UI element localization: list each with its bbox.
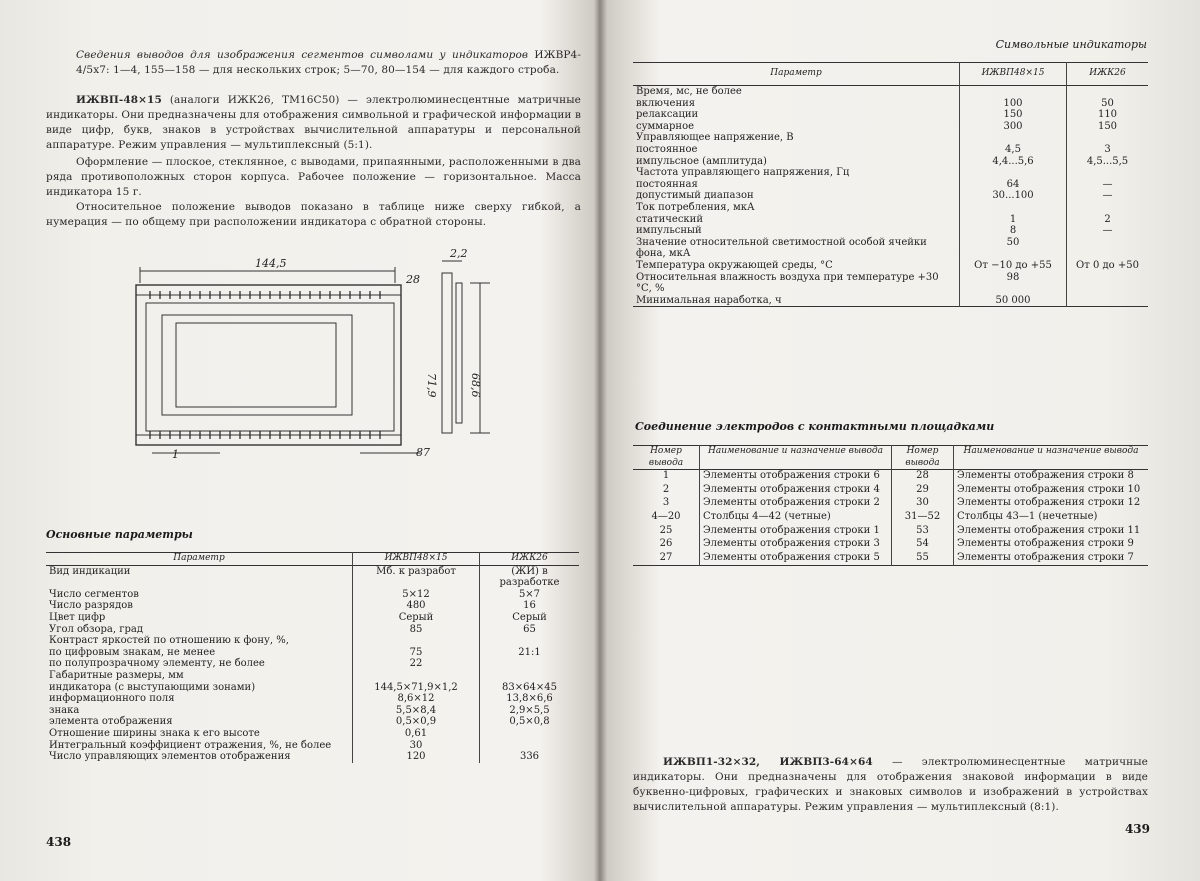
pins-row	[633, 511, 1148, 525]
params-cell: 0,5×0,9	[353, 716, 480, 728]
pins-cell: Столбцы 4—42 (четные)	[700, 511, 892, 525]
top-row	[633, 132, 1148, 144]
running-head: Символьные индикаторы	[995, 38, 1147, 51]
top-cell: Управляющее напряжение, В	[636, 132, 794, 144]
bottom-device-title: ИЖВП1-32×32, ИЖВП3-64×64	[663, 756, 873, 768]
params-row	[46, 565, 579, 589]
params-cell: Интегральный коэффициент отражения, %, не более	[49, 739, 332, 751]
params-cell: знака	[49, 704, 80, 716]
pins-cell: Элементы отображения строки 6	[700, 470, 892, 484]
params-row	[46, 693, 579, 705]
page-number-left: 438	[46, 835, 72, 849]
params-row	[46, 600, 579, 612]
pins-header-name1: Наименование и назначение вывода	[700, 446, 892, 470]
params-table-body	[46, 565, 579, 763]
pins-cell: 26	[659, 538, 673, 550]
pins-cell: Элементы отображения строки 4	[700, 484, 892, 498]
params-row	[46, 705, 579, 717]
top-cell: 4,5...5,5	[1067, 156, 1149, 168]
top-row	[633, 272, 1148, 295]
params-cell: 21:1	[480, 647, 580, 659]
top-cell: 4,4...5,6	[960, 156, 1067, 168]
pins-cell: Элементы отображения строки 9	[954, 538, 1149, 552]
params-cell: 0,5×0,8	[480, 716, 580, 728]
bottom-paragraph-text: — электролюминесцентные матричные индикаторы. Они предназначены для отображения знаковой информации в виде буквенно-цифровых, графических и знаковых символов и изображений в устройствах вычислительной аппаратуры. Режим управления — мультиплексный (8:1).	[633, 756, 1148, 813]
params-cell: 5,5×8,4	[353, 705, 480, 717]
top-cell: 50 000	[960, 295, 1067, 307]
top-cell	[960, 202, 1067, 214]
params-cell: по полупрозрачному элементу, не более	[49, 658, 265, 670]
pins-cell: 53	[892, 525, 954, 539]
pins-cell: 25	[659, 524, 673, 536]
params-cell: 65	[480, 624, 580, 636]
params-cell: Габаритные размеры, мм	[49, 669, 184, 681]
pins-cell: 2	[662, 483, 670, 495]
top-cell: 1	[960, 214, 1067, 226]
params-row	[46, 635, 579, 647]
top-cell	[960, 132, 1067, 144]
params-row	[46, 647, 579, 659]
top-row	[633, 156, 1148, 168]
top-header-col1: ИЖВП48×15	[960, 63, 1067, 86]
dim-bottom-offset: 87	[416, 446, 430, 459]
pins-cell: 31—52	[892, 511, 954, 525]
left-page	[30, 0, 585, 881]
top-cell: От 0 до +50	[1067, 260, 1149, 272]
params-cell: Серый	[480, 612, 580, 624]
top-row	[633, 98, 1148, 110]
top-cell	[1067, 132, 1149, 144]
params-row	[46, 728, 579, 740]
params-cell	[480, 728, 580, 740]
params-header-col2: ИЖК26	[480, 553, 580, 566]
params-cell	[480, 740, 580, 752]
intro-rest: ИЖВР4-4/5x7: 1—4, 155—158 — для нескольких строк; 5—70, 80—154 — для каждого строба.	[76, 49, 581, 76]
top-row	[633, 237, 1148, 260]
top-cell: 150	[960, 109, 1067, 121]
top-cell: 8	[960, 225, 1067, 237]
intro-italic: Сведения выводов для изображения сегментов символами у индикаторов	[76, 49, 529, 61]
top-row	[633, 167, 1148, 179]
params-table-continued	[633, 62, 1148, 307]
top-cell: постоянное	[636, 143, 698, 155]
top-cell	[960, 167, 1067, 179]
top-row	[633, 295, 1148, 307]
top-cell: —	[1067, 225, 1149, 237]
intro-paragraph	[76, 48, 581, 78]
top-cell	[1067, 295, 1149, 307]
pins-cell: Элементы отображения строки 8	[954, 470, 1149, 484]
top-cell: постоянная	[636, 178, 698, 190]
params-cell: по цифровым знакам, не менее	[49, 646, 216, 658]
pins-table	[633, 445, 1148, 566]
params-cell: Мб. к разработ	[353, 565, 480, 589]
top-cell: 98	[960, 272, 1067, 295]
pins-cell: 29	[892, 484, 954, 498]
top-cell: Ток потребления, мкА	[636, 201, 755, 213]
params-table	[46, 552, 579, 763]
pins-header-num2: Номер вывода	[892, 446, 954, 470]
top-cell	[1067, 237, 1149, 260]
pins-cell: 27	[659, 551, 673, 563]
params-cell: элемента отображения	[49, 716, 173, 728]
pins-cell: Элементы отображения строки 12	[954, 497, 1149, 511]
params-cell: 22	[353, 658, 480, 670]
params-cell: индикатора (с выступающими зонами)	[49, 681, 256, 693]
top-cell: Частота управляющего напряжения, Гц	[636, 167, 850, 179]
params-row	[46, 670, 579, 682]
params-cell: 16	[480, 600, 580, 612]
paragraph-2: Оформление — плоское, стеклянное, с выводами, припаянными, расположенными в два ряда противоположных сторон корпуса. Рабочее положение — горизонтальное. Масса индикатора 15 г.	[46, 156, 581, 198]
params-cell: 8,6×12	[353, 693, 480, 705]
dim-left-mark: 1	[172, 448, 179, 461]
dim-height-2: 68,6	[469, 373, 482, 398]
top-cell: импульсный	[636, 225, 702, 237]
params-row	[46, 740, 579, 752]
top-cell: —	[1067, 190, 1149, 202]
params-cell: 336	[480, 751, 580, 763]
top-cell: Температура окружающей среды, °С	[636, 259, 833, 271]
pins-cell: Элементы отображения строки 1	[700, 525, 892, 539]
params-cell	[480, 658, 580, 670]
top-cell: включения	[636, 97, 696, 109]
params-cell: 5×7	[480, 589, 580, 601]
top-cell: 300	[960, 121, 1067, 133]
dim-width: 144,5	[255, 257, 287, 270]
pins-row	[633, 484, 1148, 498]
top-cell: Значение относительной светимостной особой ячейки фона, мкА	[636, 236, 927, 260]
main-params-heading: Основные параметры	[46, 528, 193, 541]
params-cell: 120	[353, 751, 480, 763]
params-cell	[480, 635, 580, 647]
top-row	[633, 202, 1148, 214]
params-cell: 5×12	[353, 589, 480, 601]
params-cell: 75	[353, 647, 480, 659]
pins-header-name2: Наименование и назначение вывода	[954, 446, 1149, 470]
top-cell	[1067, 86, 1149, 98]
params-cell: 13,8×6,6	[480, 693, 580, 705]
params-cell: информационного поля	[49, 693, 175, 705]
top-row	[633, 179, 1148, 191]
params-cell: Цвет цифр	[49, 611, 106, 623]
pins-cell: Элементы отображения строки 7	[954, 552, 1149, 566]
pins-cell: 30	[892, 497, 954, 511]
top-header-param: Параметр	[770, 68, 822, 79]
params-cell: 30	[353, 740, 480, 752]
pins-cell: 54	[892, 538, 954, 552]
right-page	[615, 0, 1175, 881]
params-row	[46, 682, 579, 694]
pins-heading: Соединение электродов с контактными площадками	[635, 420, 995, 433]
params-cell: Отношение ширины знака к его высоте	[49, 727, 260, 739]
top-cell: статический	[636, 213, 704, 225]
pins-row	[633, 497, 1148, 511]
params-cell: Вид индикации	[49, 565, 131, 577]
params-cell: 0,61	[353, 728, 480, 740]
top-cell: допустимый диапазон	[636, 190, 754, 202]
top-cell: 100	[960, 98, 1067, 110]
params-cell: Число управляющих элементов отображения	[49, 751, 291, 763]
page-number-right: 439	[1124, 822, 1150, 836]
paragraph-1-text: (аналоги ИЖК26, ТМ16С50) — электролюминесцентные матричные индикаторы. Они предназначены для отображения символьной и графической информации в виде цифр, букв, знаков в устройствах вычислительной аппаратуры и персональной аппаратуре. Режим управления — мультиплексный (5:1).	[46, 94, 581, 151]
device-title: ИЖВП-48×15	[76, 94, 162, 106]
top-row	[633, 144, 1148, 156]
params-cell: 144,5×71,9×1,2	[353, 682, 480, 694]
params-row	[46, 589, 579, 601]
top-cell: 50	[960, 237, 1067, 260]
params-cell: (ЖИ) в разработке	[480, 565, 580, 589]
paragraph-1	[46, 93, 581, 153]
indicator-drawing	[120, 243, 500, 463]
top-cell: 50	[1067, 98, 1149, 110]
params-cell: 2,9×5,5	[480, 705, 580, 717]
pins-cell: 55	[892, 552, 954, 566]
pins-row	[633, 538, 1148, 552]
params-cell: Угол обзора, град	[49, 623, 144, 635]
pins-table-body	[633, 470, 1148, 566]
params-cell: 85	[353, 624, 480, 636]
params-cell	[353, 670, 480, 682]
pins-cell: Элементы отображения строки 3	[700, 538, 892, 552]
pins-cell: Элементы отображения строки 5	[700, 552, 892, 566]
pins-cell: 3	[662, 497, 670, 509]
pins-cell: 28	[892, 470, 954, 484]
params-cell: Число сегментов	[49, 588, 139, 600]
dim-side: 2,2	[450, 247, 468, 260]
top-cell	[1067, 167, 1149, 179]
top-cell: релаксации	[636, 109, 699, 121]
dim-top-offset: 28	[406, 273, 420, 286]
params-row	[46, 624, 579, 636]
params-row	[46, 751, 579, 763]
params-header-col1: ИЖВП48×15	[353, 553, 480, 566]
top-row	[633, 225, 1148, 237]
top-row	[633, 190, 1148, 202]
top-row	[633, 109, 1148, 121]
top-cell: —	[1067, 179, 1149, 191]
top-cell	[1067, 272, 1149, 295]
top-cell: От −10 до +55	[960, 260, 1067, 272]
top-row	[633, 260, 1148, 272]
top-cell: 4,5	[960, 144, 1067, 156]
top-cell: 30...100	[960, 190, 1067, 202]
params-cell: Контраст яркостей по отношению к фону, %,	[49, 635, 289, 647]
top-cell: 2	[1067, 214, 1149, 226]
params-cell	[353, 635, 480, 647]
pins-cell: Элементы отображения строки 10	[954, 484, 1149, 498]
top-cell: Минимальная наработка, ч	[636, 294, 782, 306]
top-cell: Относительная влажность воздуха при температуре +30 °С, %	[636, 271, 939, 295]
top-cell: суммарное	[636, 120, 695, 132]
top-header-col2: ИЖК26	[1067, 63, 1149, 86]
pins-row	[633, 552, 1148, 566]
pins-header-num1: Номер вывода	[648, 446, 684, 468]
top-cell: 150	[1067, 121, 1149, 133]
dim-height: 71,9	[425, 373, 438, 398]
pins-row	[633, 470, 1148, 484]
top-cell	[1067, 202, 1149, 214]
pins-row	[633, 525, 1148, 539]
params-row	[46, 716, 579, 728]
params-row	[46, 658, 579, 670]
top-row	[633, 121, 1148, 133]
top-cell: 64	[960, 179, 1067, 191]
params-cell: 480	[353, 600, 480, 612]
top-table-body	[633, 86, 1148, 307]
paragraph-3: Относительное положение выводов показано в таблице ниже сверху гибкой, а нумерация — по общему при расположении индикатора с обратной стороны.	[46, 201, 581, 228]
pins-cell: 1	[662, 470, 670, 482]
top-row	[633, 86, 1148, 98]
bottom-paragraph	[633, 755, 1148, 815]
top-cell: импульсное (амплитуда)	[636, 155, 767, 167]
top-row	[633, 214, 1148, 226]
pins-cell: 4—20	[651, 510, 681, 522]
top-cell: Время, мс, не более	[636, 86, 742, 97]
params-cell	[480, 670, 580, 682]
params-header-param: Параметр	[173, 553, 225, 563]
pins-cell: Столбцы 43—1 (нечетные)	[954, 511, 1149, 525]
top-cell	[960, 86, 1067, 98]
params-cell: Число разрядов	[49, 600, 133, 612]
params-cell: 83×64×45	[480, 682, 580, 694]
pins-cell: Элементы отображения строки 11	[954, 525, 1149, 539]
params-row	[46, 612, 579, 624]
pins-cell: Элементы отображения строки 2	[700, 497, 892, 511]
top-cell: 110	[1067, 109, 1149, 121]
params-cell: Серый	[353, 612, 480, 624]
top-cell: 3	[1067, 144, 1149, 156]
